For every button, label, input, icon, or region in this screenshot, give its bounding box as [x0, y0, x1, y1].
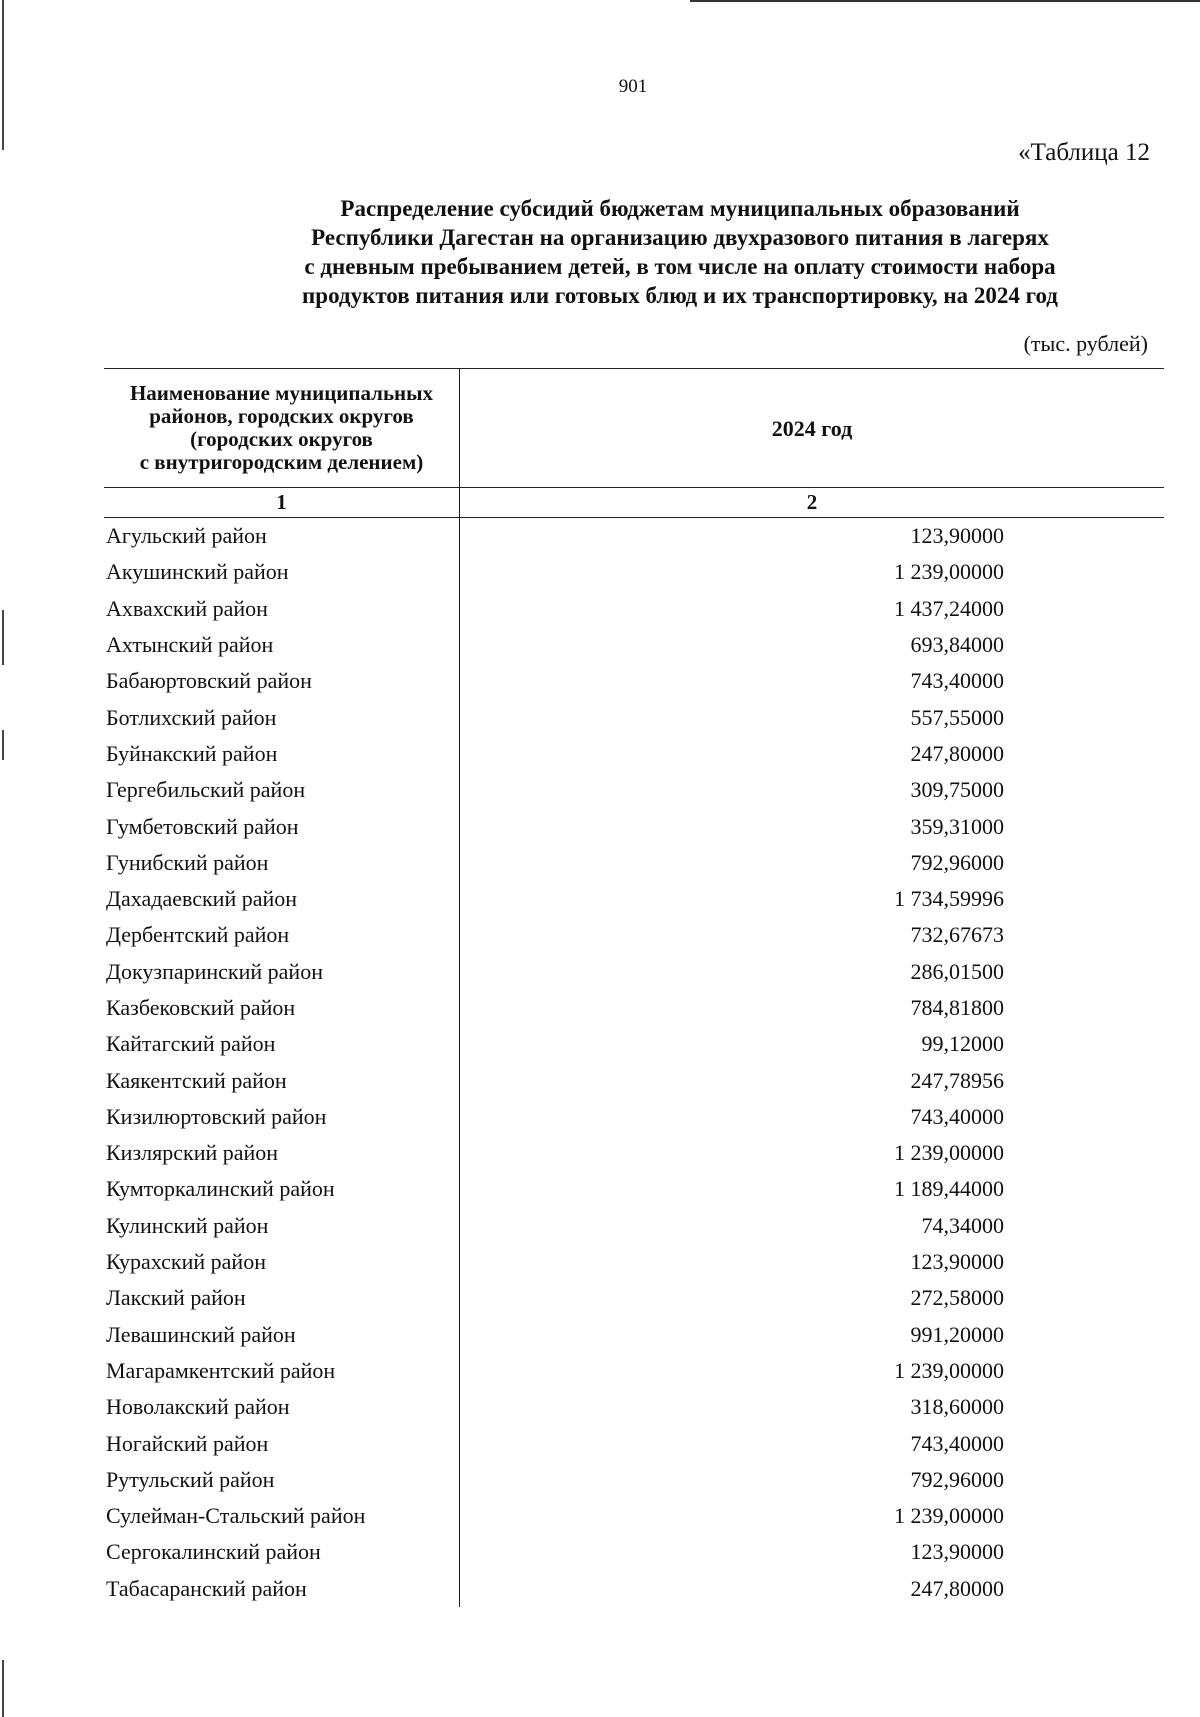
left-scan-mark — [2, 0, 4, 150]
subsidy-amount: 123,90000 — [910, 523, 1004, 549]
subsidy-amount: 743,40000 — [910, 1103, 1004, 1129]
subsidy-amount: 1 239,00000 — [894, 559, 1004, 585]
table-row — [104, 954, 1164, 990]
table-row — [104, 1389, 1164, 1425]
table-label: «Таблица 12 — [1018, 139, 1150, 166]
table-row — [104, 808, 1164, 844]
table-header-row — [104, 369, 1164, 488]
district-name: Сергокалинский район — [104, 1534, 460, 1570]
table-row — [104, 881, 1164, 917]
table-row — [104, 772, 1164, 808]
table-row — [104, 1099, 1164, 1135]
table-row — [104, 1534, 1164, 1570]
header-year: 2024 год — [460, 369, 1165, 488]
subsidy-amount: 1 239,00000 — [894, 1357, 1004, 1383]
subsidy-amount: 557,55000 — [910, 704, 1004, 730]
left-scan-mark — [2, 730, 4, 760]
district-name: Гергебильский район — [104, 772, 460, 808]
units-label: (тыс. рублей) — [1023, 331, 1148, 356]
subsidy-amount: 272,58000 — [910, 1285, 1004, 1311]
district-name: Ногайский район — [104, 1425, 460, 1461]
subsidy-amount: 1 437,24000 — [894, 595, 1004, 621]
district-name: Агульский район — [104, 518, 460, 555]
top-scan-rule — [690, 0, 1200, 2]
subsidy-amount: 1 189,44000 — [894, 1176, 1004, 1202]
table-row — [104, 736, 1164, 772]
subsidy-amount: 991,20000 — [910, 1321, 1004, 1347]
district-name: Дербентский район — [104, 917, 460, 953]
district-name: Каякентский район — [104, 1062, 460, 1098]
header-line: районов, городских округов — [149, 404, 414, 428]
subsidy-amount: 99,12000 — [921, 1031, 1004, 1057]
subsidy-amount: 247,78956 — [910, 1067, 1004, 1093]
subsidy-amount: 123,90000 — [910, 1249, 1004, 1275]
table-row — [104, 1171, 1164, 1207]
header-line: Наименование муниципальных — [129, 381, 434, 405]
district-name: Сулейман-Стальский район — [104, 1498, 460, 1534]
header-municipality — [104, 369, 460, 488]
subsidy-amount: 792,96000 — [910, 1466, 1004, 1492]
table-row — [104, 1026, 1164, 1062]
subsidy-amount: 1 239,00000 — [894, 1503, 1004, 1529]
page-number: 901 — [618, 76, 648, 97]
table-row — [104, 663, 1164, 699]
district-name: Казбековский район — [104, 990, 460, 1026]
subsidy-amount: 743,40000 — [910, 1430, 1004, 1456]
document-title — [180, 194, 1180, 310]
district-name: Гумбетовский район — [104, 808, 460, 844]
table-row — [104, 1062, 1164, 1098]
subsidy-amount: 1 239,00000 — [894, 1140, 1004, 1166]
subsidy-amount: 359,31000 — [910, 813, 1004, 839]
left-scan-mark — [2, 610, 4, 665]
left-scan-mark — [2, 1660, 4, 1717]
subsidy-amount: 309,75000 — [910, 777, 1004, 803]
district-name: Курахский район — [104, 1244, 460, 1280]
district-name: Буйнакский район — [104, 736, 460, 772]
district-name: Новолакский район — [104, 1389, 460, 1425]
subsidy-amount: 286,01500 — [910, 958, 1004, 984]
table-row — [104, 845, 1164, 881]
table-row — [104, 1571, 1164, 1607]
table-row — [104, 627, 1164, 663]
district-name: Кулинский район — [104, 1208, 460, 1244]
title-line: с дневным пребыванием детей, в том числе на оплату стоимости набора — [304, 254, 1056, 279]
table-row — [104, 554, 1164, 590]
subsidy-amount: 74,34000 — [921, 1212, 1004, 1238]
column-number: 2 — [460, 488, 1165, 518]
district-name: Докузпаринский район — [104, 954, 460, 990]
column-number: 1 — [104, 488, 460, 518]
table-row — [104, 1425, 1164, 1461]
district-name: Ахтынский район — [104, 627, 460, 663]
subsidy-amount: 784,81800 — [910, 995, 1004, 1020]
subsidy-amount: 732,67673 — [910, 922, 1004, 948]
table-row — [104, 1280, 1164, 1316]
district-name: Левашинский район — [104, 1317, 460, 1353]
district-name: Кизлярский район — [104, 1135, 460, 1171]
district-name: Лакский район — [104, 1280, 460, 1316]
title-line: Распределение субсидий бюджетам муниципальных образований — [340, 196, 1020, 221]
district-name: Ахвахский район — [104, 591, 460, 627]
district-name: Ботлихский район — [104, 699, 460, 735]
table-row — [104, 699, 1164, 735]
title-line: продуктов питания или готовых блюд и их транспортировку, на 2024 год — [302, 283, 1058, 308]
district-name: Кизилюртовский район — [104, 1099, 460, 1135]
district-name: Магарамкентский район — [104, 1353, 460, 1389]
subsidy-amount: 743,40000 — [910, 668, 1004, 694]
subsidy-amount: 247,80000 — [910, 1575, 1004, 1601]
column-number-row — [104, 488, 1164, 518]
table-row — [104, 917, 1164, 953]
subsidy-amount: 247,80000 — [910, 740, 1004, 766]
table-body — [104, 518, 1164, 1607]
subsidy-amount: 123,90000 — [910, 1539, 1004, 1565]
table-row — [104, 990, 1164, 1026]
table-row — [104, 1135, 1164, 1171]
table-row — [104, 1462, 1164, 1498]
district-name: Бабаюртовский район — [104, 663, 460, 699]
district-name: Дахадаевский район — [104, 881, 460, 917]
header-line: с внутригородским делением) — [139, 450, 424, 474]
title-line: Республики Дагестан на организацию двухразового питания в лагерях — [311, 225, 1049, 250]
district-name: Кумторкалинский район — [104, 1171, 460, 1207]
district-name: Акушинский район — [104, 554, 460, 590]
district-name: Табасаранский район — [104, 1571, 460, 1607]
table-row — [104, 1353, 1164, 1389]
district-name: Гунибский район — [104, 845, 460, 881]
header-line: (городских округов — [190, 427, 373, 451]
table-row — [104, 1317, 1164, 1353]
table-row — [104, 591, 1164, 627]
district-name: Кайтагский район — [104, 1026, 460, 1062]
table-row — [104, 1208, 1164, 1244]
subsidy-amount: 318,60000 — [910, 1394, 1004, 1420]
table-row — [104, 1498, 1164, 1534]
subsidy-amount: 1 734,59996 — [894, 886, 1004, 912]
subsidy-amount: 693,84000 — [910, 632, 1004, 658]
district-name: Рутульский район — [104, 1462, 460, 1498]
subsidy-amount: 792,96000 — [910, 849, 1004, 875]
subsidy-table — [104, 368, 1164, 1607]
table-row — [104, 1244, 1164, 1280]
table-row — [104, 518, 1164, 555]
